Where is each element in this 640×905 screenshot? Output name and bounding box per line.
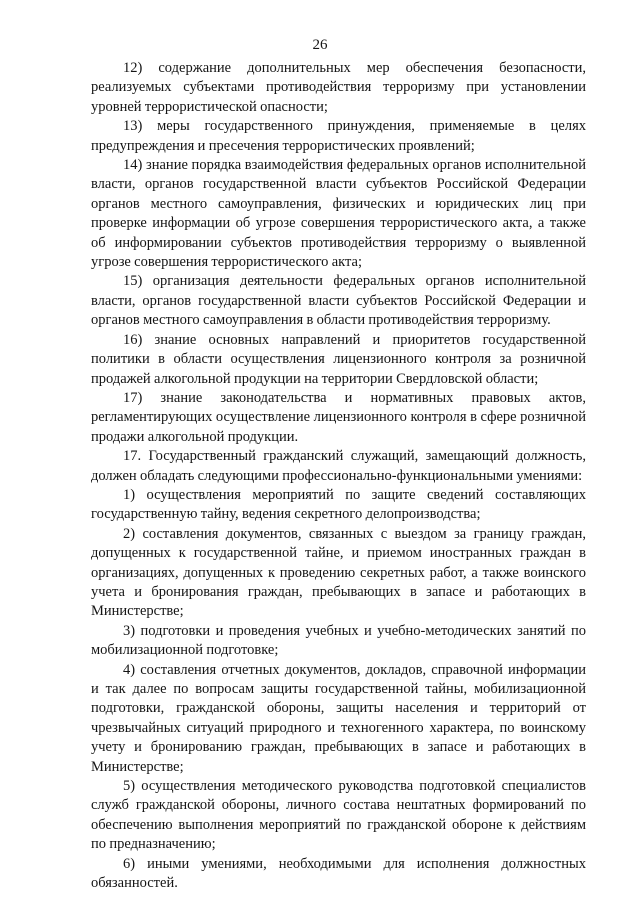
page-number: 26 [312,37,328,53]
paragraph-item-15-organization: 15) организация деятельности федеральных органов исполнительной власти, органов государственной власти субъектов Российской Федерации и органов местного самоуправления в области противодействия терроризму. [91,273,586,329]
paragraph-item-12-security-measures: 12) содержание дополнительных мер обеспечения безопасности, реализуемых субъектами противодействия терроризму при установлении уровней террористической опасности; [91,60,586,115]
paragraph-skill-6: 6) иными умениями, необходимыми для исполнения должностных обязанностей. [91,855,586,892]
paragraph-section-17-skills-intro: 17. Государственный гражданский служащий, замещающий должность, должен обладать следующими профессионально-функциональными умениями: [91,448,586,484]
paragraph-skill-5: 5) осуществления методического руководства подготовкой специалистов служб гражданской обороны, личного состава нештатных формирований по обеспечению выполнения мероприятий по гражданской обороне к действиям по предназначению; [91,778,586,853]
paragraph-item-17-legislation: 17) знание законодательства и нормативных правовых актов, регламентирующих осуществление лицензионного контроля в сфере розничной продажи алкогольной продукции. [91,389,586,445]
paragraph-item-16-policy-directions: 16) знание основных направлений и приоритетов государственной политики в области осуществления лицензионного контроля за розничной продажей алкогольной продукции на территории Свердловской области; [91,331,586,387]
paragraph-skill-3: 3) подготовки и проведения учебных и учебно-методических занятий по мобилизационной подготовке; [91,622,586,659]
paragraph-item-14-interaction-procedure: 14) знание порядка взаимодействия федеральных органов исполнительной власти, органов государственной власти субъектов Российской Федерации органов местного самоуправления, физических и юридических лиц при проверке информации об угрозе совершения террористического акта, а также об информировании субъектов противодействия терроризму о выявленной угрозе совершения террористического акта; [91,157,586,271]
document-body [91,59,586,893]
paragraph-item-13-coercion-measures: 13) меры государственного принуждения, применяемые в целях предупреждения и пресечения террористических проявлений; [91,118,586,154]
paragraph-skill-4: 4) составления отчетных документов, докладов, справочной информации и так далее по вопросам защиты государственной тайны, мобилизационной подготовки, гражданской обороны, защиты населения и территорий от чрезвычайных ситуаций природного и техногенного характера, по воинскому учету и бронированию граждан, пребывающих в запасе и работающих в Министерстве; [91,661,586,775]
paragraph-skill-1: 1) осуществления мероприятий по защите сведений составляющих государственную тайну, ведения секретного делопроизводства; [91,486,586,523]
paragraph-skill-2: 2) составления документов, связанных с выездом за границу граждан, допущенных к государственной тайне, и приемом иностранных граждан в организациях, допущенных к проведению секретных работ, а также воинского учета и бронирования граждан, пребывающих в запасе и работающих в Министерстве; [91,525,586,620]
